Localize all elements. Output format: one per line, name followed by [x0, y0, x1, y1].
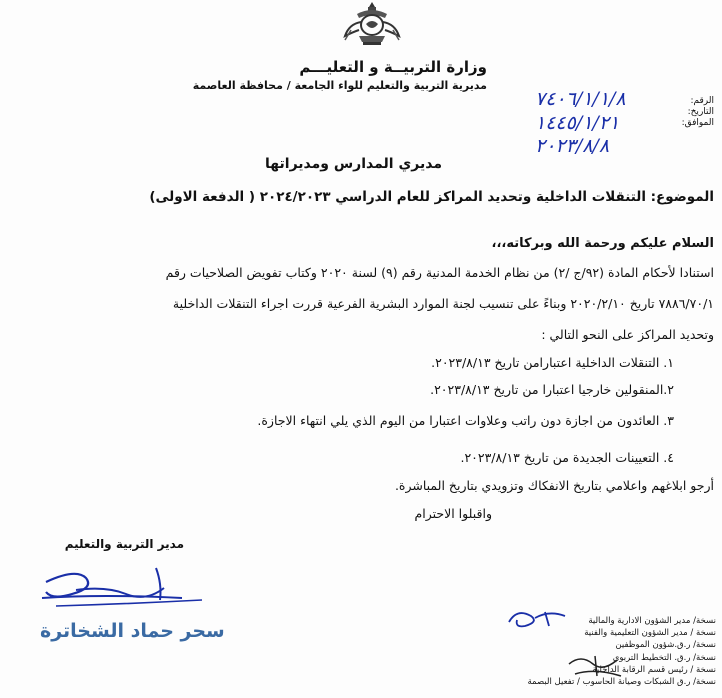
list-item: ٢.المنقولين خارجيا اعتبارا من تاريخ ٢٠٢٣/٨/١٣. [430, 382, 674, 397]
subject-line: الموضوع: التنقلات الداخلية وتحديد المراكز للعام الدراسي ٢٠٢٤/٢٠٢٣ ( الدفعة الاولى) [149, 189, 714, 205]
body-paragraph-line: ٧٨٨٦/٧٠/١ تاريخ ٢٠٢٠/٢/١٠ وبناءً على تنسيب لجنة الموارد البشرية الفرعية قررت اجراء التنقلات الداخلية [172, 296, 714, 311]
corresponding-label: الموافق: [681, 118, 714, 128]
ministry-name: وزارة التربيــة و التعليـــم [299, 58, 487, 76]
list-item: ١. التنقلات الداخلية اعتبارامن تاريخ ٢٠٢٣/٨/١٣. [431, 355, 674, 370]
closing-line: واقبلوا الاحترام [414, 506, 492, 521]
coat-of-arms-emblem [337, 0, 407, 46]
hijri-date-handwritten: ١٤٤٥/١/٢١ [535, 112, 620, 134]
list-item: ٣. العائدون من اجازة دون راتب وعلاوات اعتبارا من اليوم الذي يلي انتهاء الاجازة. [257, 413, 674, 428]
copy-recipient: نسخة/ مدير الشؤون الادارية والمالية [588, 616, 716, 626]
greeting: السلام عليكم ورحمة الله وبركاته،،، [491, 236, 714, 251]
signature-image [36, 560, 206, 620]
initials-signature-image [565, 652, 635, 682]
copy-recipient: نسخة/ ر.ق الشبكات وصيانة الحاسوب / تفعيل البصمة [527, 677, 716, 688]
copy-recipient: نسخة / رئيس قسم الرقابة الداخلية [592, 664, 716, 675]
copy-recipient: نسخة/ ر.ق.شؤون الموظفين [615, 640, 716, 651]
copy-recipient: نسخة / مدير الشؤون التعليمية والفنية [584, 628, 716, 639]
date-label: التاريخ: [687, 107, 714, 117]
signer-name-stamp: سحر حماد الشخاترة [40, 620, 225, 642]
body-paragraph-line: استنادا لأحكام المادة (٩٢/ج /٢) من نظام الخدمة المدنية رقم (٩) لسنة ٢٠٢٠ وكتاب تفويض الصلاحيات رقم [165, 265, 714, 280]
number-label: الرقم: [690, 96, 714, 106]
gregorian-date-handwritten: ٢٠٢٣/٨/٨ [535, 135, 610, 157]
body-paragraph-line: وتحديد المراكز على النحو التالي : [541, 327, 714, 342]
addressee: مديري المدارس ومديراتها [265, 156, 442, 172]
initials-signature-image [505, 606, 575, 632]
reference-number-handwritten: ٧٤٠٦/١/١/٨ [535, 88, 626, 110]
request-line: أرجو ابلاغهم واعلامي بتاريخ الانفكاك وتزويدي بتاريخ المباشرة. [394, 478, 714, 493]
copy-recipient: نسخة/ ر.ق. التخطيط التربوي [612, 652, 716, 663]
signer-title: مدير التربية والتعليم [64, 537, 184, 551]
directorate-name: مديرية التربية والتعليم للواء الجامعة / محافظة العاصمة [192, 79, 487, 92]
reference-labels [654, 96, 714, 129]
list-item: ٤. التعيينات الجديدة من تاريخ ٢٠٢٣/٨/١٣. [460, 450, 674, 465]
